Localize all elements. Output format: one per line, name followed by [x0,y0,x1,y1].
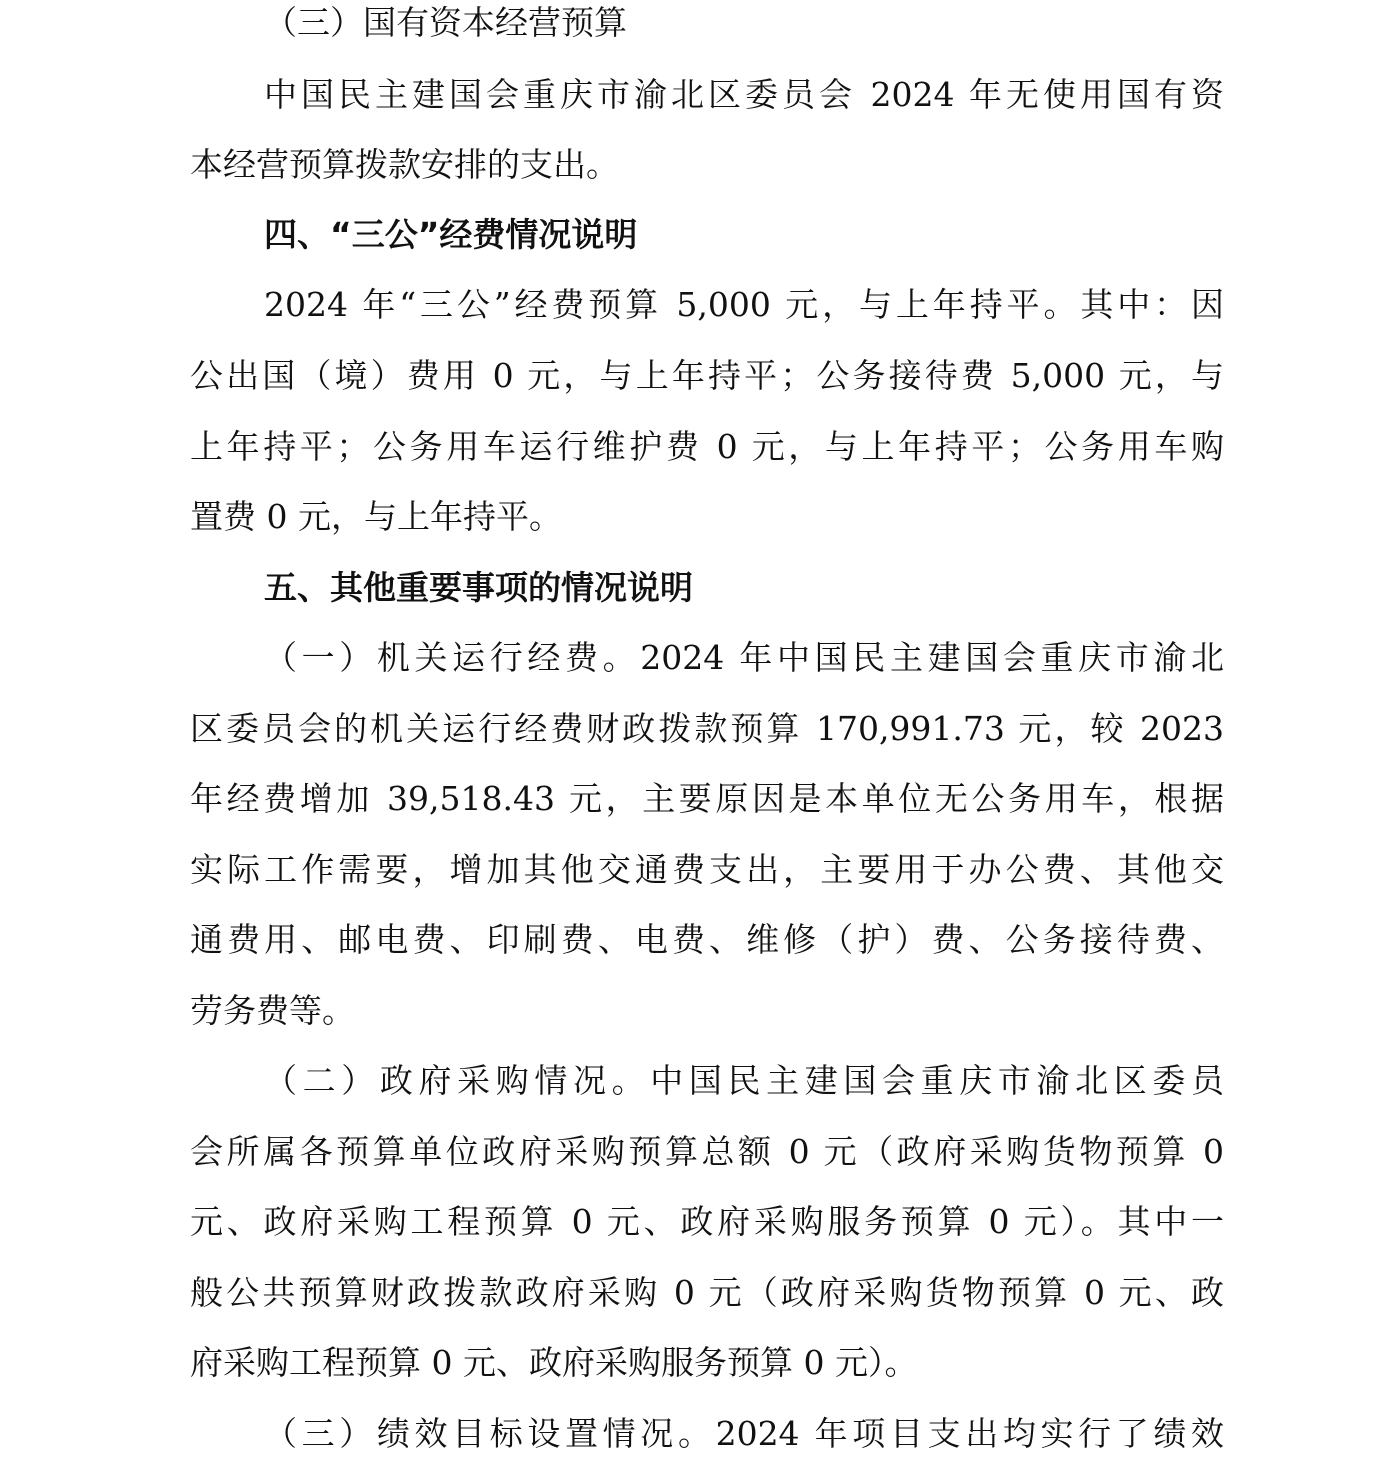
paragraph-line: 会所属各预算单位政府采购预算总额 0 元（政府采购货物预算 0 [190,1132,1224,1171]
paragraph-line: 年经费增加 39,518.43 元，主要原因是本单位无公务用车，根据 [190,779,1224,818]
paragraph-line: 般公共预算财政拨款政府采购 0 元（政府采购货物预算 0 元、政 [190,1273,1224,1312]
paragraph-line: 上年持平；公务用车运行维护费 0 元，与上年持平；公务用车购 [190,427,1224,466]
paragraph-line: 元、政府采购工程预算 0 元、政府采购服务预算 0 元）。其中一 [190,1202,1224,1241]
paragraph-line: （三）绩效目标设置情况。2024 年项目支出均实行了绩效 [264,1414,1224,1453]
subsection-heading-state-capital-budget: （三）国有资本经营预算 [264,3,627,42]
section-heading-other-matters: 五、其他重要事项的情况说明 [264,568,693,607]
paragraph-line: 劳务费等。 [190,991,355,1030]
paragraph-line: 公出国（境）费用 0 元，与上年持平；公务接待费 5,000 元，与 [190,356,1224,395]
paragraph-line: 实际工作需要，增加其他交通费支出，主要用于办公费、其他交 [190,850,1224,889]
paragraph-line: 区委员会的机关运行经费财政拨款预算 170,991.73 元，较 2023 [190,709,1224,748]
paragraph-line: 中国民主建国会重庆市渝北区委员会 2024 年无使用国有资 [264,75,1224,114]
paragraph-line: 2024 年“三公”经费预算 5,000 元，与上年持平。其中：因 [264,285,1224,324]
paragraph-line: 本经营预算拨款安排的支出。 [190,145,619,184]
paragraph-line: 置费 0 元，与上年持平。 [190,497,562,536]
paragraph-line: 通费用、邮电费、印刷费、电费、维修（护）费、公务接待费、 [190,920,1224,959]
section-heading-three-public-expenses: 四、“三公”经费情况说明 [264,215,638,254]
paragraph-line: （一）机关运行经费。2024 年中国民主建国会重庆市渝北 [264,638,1224,677]
paragraph-line: 府采购工程预算 0 元、政府采购服务预算 0 元）。 [190,1343,918,1382]
document-page [190,0,1224,1456]
paragraph-line: （二）政府采购情况。中国民主建国会重庆市渝北区委员 [264,1061,1224,1100]
